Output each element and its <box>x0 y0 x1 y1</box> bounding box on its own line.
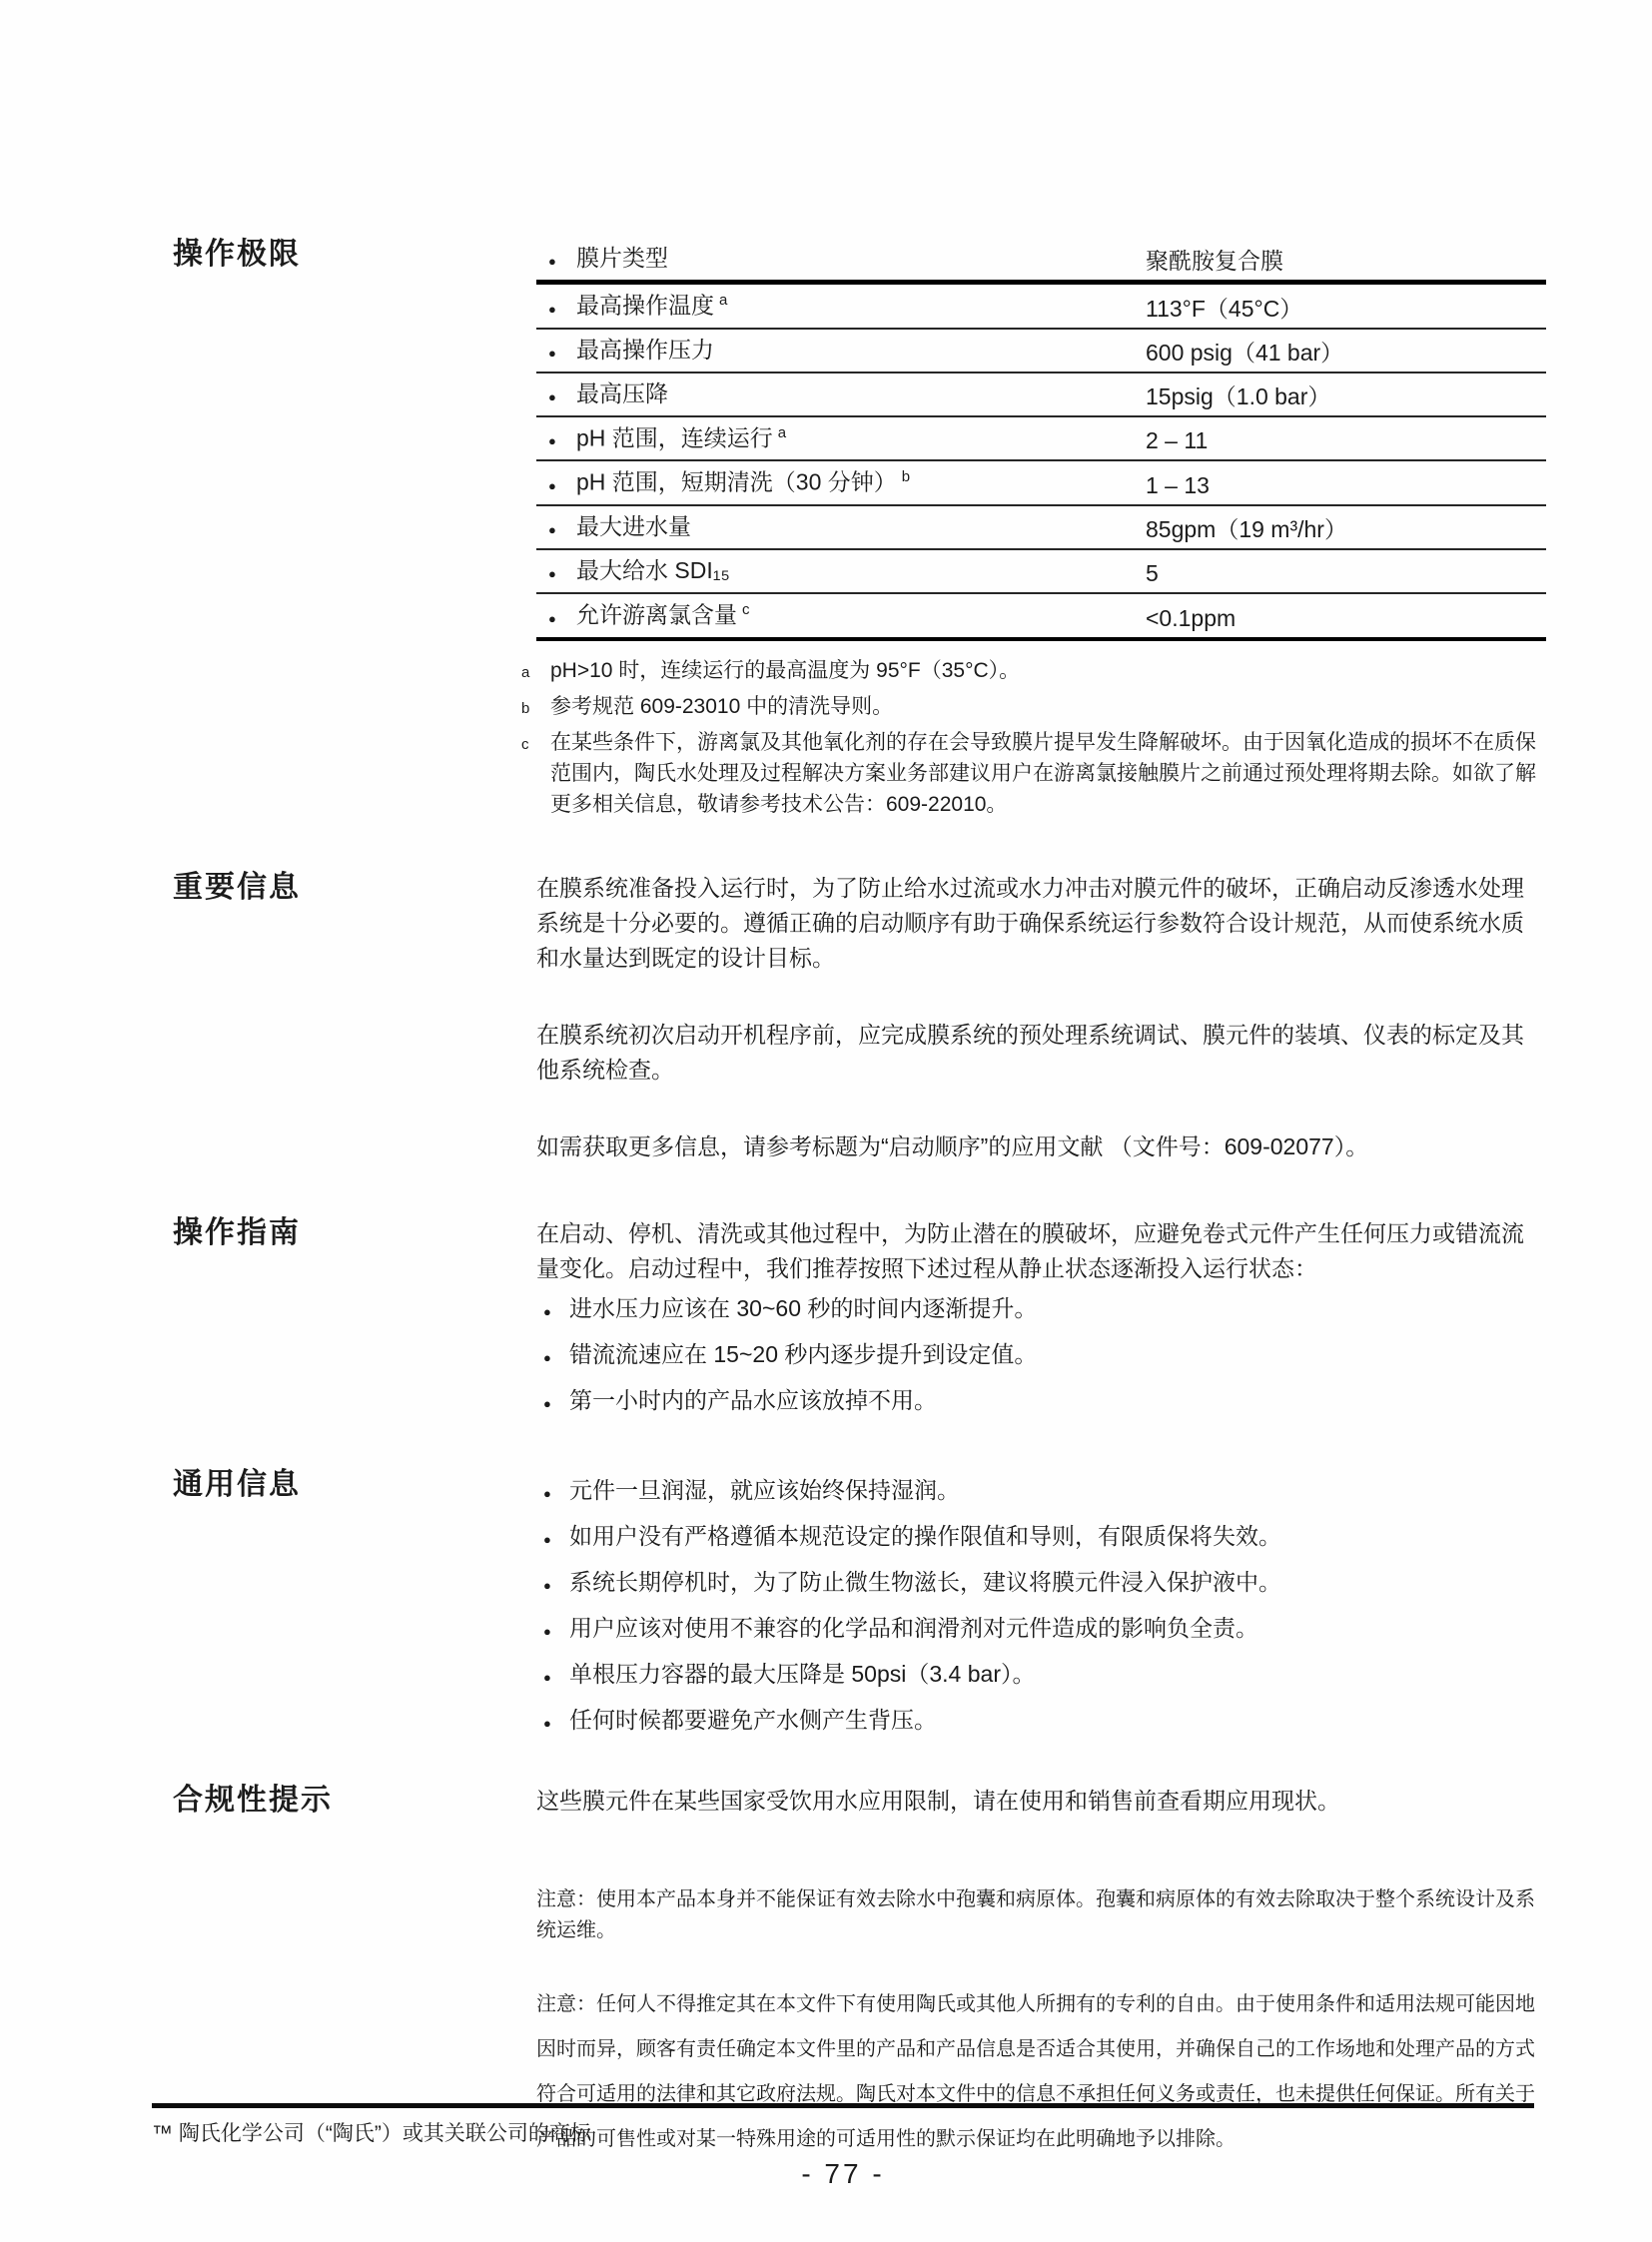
table-label-cell <box>536 558 1146 586</box>
limit-label: 最大进水量 <box>576 512 691 539</box>
bullet-list <box>536 1290 1546 1422</box>
heading-column <box>173 871 536 905</box>
paragraph: 在启动、停机、清洗或其他过程中，为防止潜在的膜破坏，应避免卷式元件产生任何压力或错流流量变化。启动过程中，我们推荐按照下述过程从静止状态逐渐投入运行状态： <box>536 1219 1524 1281</box>
bullet-icon: ● <box>543 1715 551 1731</box>
list-item-text: 如用户没有严格遵循本规范设定的操作限值和导则，有限质保将失效。 <box>569 1522 1281 1549</box>
list-item-text: 元件一旦润湿，就应该始终保持湿润。 <box>569 1476 960 1503</box>
footnote-ref: c <box>742 600 750 618</box>
limit-label: 允许游离氯含量 $^c$ <box>576 600 750 628</box>
page-footer <box>152 2103 1534 2190</box>
paragraph: 在膜系统初次启动开机程序前，应完成膜系统的预处理系统调试、膜元件的装填、仪表的标定及其他系统检查。 <box>536 1021 1524 1083</box>
table-row <box>536 417 1546 462</box>
limit-value: 113°F（45°C） <box>1146 295 1303 322</box>
limit-value: 85gpm（19 m³/hr） <box>1146 515 1347 542</box>
limit-value: 600 psig（41 bar） <box>1146 339 1344 366</box>
limit-value: 15psig（1.0 bar） <box>1146 382 1331 409</box>
table-row <box>536 330 1546 374</box>
trademark-note: ™ 陶氏化学公司（“陶氏”）或其关联公司的商标 <box>152 2122 591 2145</box>
footnote-ref: a <box>777 423 787 441</box>
operating-limits-content <box>521 238 1546 823</box>
limit-value: <0.1ppm <box>1146 604 1237 631</box>
paragraph: 这些膜元件在某些国家受饮用水应用限制，请在使用和销售前查看期应用现状。 <box>536 1787 1340 1814</box>
section-heading-general-info: 通用信息 <box>173 1467 301 1501</box>
bullet-icon: ● <box>543 1349 551 1365</box>
list-item-text: 进水压力应该在 30~60 秒的时间内逐渐提升。 <box>569 1294 1038 1321</box>
bullet-list <box>536 1472 1546 1742</box>
bullet-icon: ● <box>548 433 556 449</box>
bullet-icon: ● <box>548 345 556 361</box>
bullet-icon: ● <box>548 610 556 626</box>
limit-value: 5 <box>1146 559 1159 586</box>
list-item-text: 任何时候都要避免产水侧产生背压。 <box>569 1706 937 1733</box>
footnote-text: pH>10 时，连续运行的最高温度为 95°F（35°C）。 <box>550 658 1021 682</box>
bullet-icon: ● <box>543 1395 551 1411</box>
list-item <box>536 1472 1546 1512</box>
table-label-cell <box>536 338 1146 366</box>
section-heading-compliance: 合规性提示 <box>173 1783 333 1817</box>
table-row <box>536 506 1546 550</box>
section-heading-operating-limits: 操作极限 <box>173 238 301 271</box>
limit-label: 最大给水 SDI₁₅ <box>576 556 730 583</box>
footnote-ref: b <box>901 468 911 486</box>
notice-paragraph: 注意：任何人不得推定其在本文件下有使用陶氏或其他人所拥有的专利的自由。由于使用条件和适用法规可能因地因时而异，顾客有责任确定本文件里的产品和产品信息是否适合其使用，并确保自己的工作场地和处理产品的方式符合可适用的法律和其它政府法规。陶氏对本文件中的信息不承担任何义务或责任，也未提供任何保证。所有关于产品的可售性或对某一特殊用途的可适用性的默示保证均在此明确地予以排除。 <box>536 1992 1535 2150</box>
limit-value: 2 – 11 <box>1146 427 1209 454</box>
section-operation-guide <box>173 1216 1546 1428</box>
list-item <box>536 1564 1546 1604</box>
table-label-cell <box>536 246 1146 274</box>
heading-column <box>173 1784 536 1818</box>
list-item <box>536 1518 1546 1558</box>
bullet-icon: ● <box>548 521 556 537</box>
bullet-icon: ● <box>548 301 556 317</box>
table-label-cell <box>536 381 1146 409</box>
list-item-text: 用户应该对使用不兼容的化学品和润滑剂对元件造成的影响负全责。 <box>569 1614 1258 1641</box>
operation-guide-content <box>536 1216 1546 1428</box>
list-item <box>536 1290 1546 1330</box>
section-important-info <box>173 871 1546 1164</box>
list-item <box>536 1336 1546 1376</box>
limit-label: pH 范围，短期清洗（30 分钟） $^b$ <box>576 468 911 495</box>
important-info-content <box>536 871 1546 1164</box>
table-label-cell <box>536 602 1146 631</box>
bullet-icon: ● <box>543 1485 551 1501</box>
footnote-marker: c <box>521 735 529 753</box>
list-item <box>536 1656 1546 1696</box>
table-row <box>536 594 1546 641</box>
list-item-text: 错流流速应在 15~20 秒内逐步提升到设定值。 <box>569 1340 1038 1367</box>
page-number: - 77 - <box>801 2158 885 2189</box>
table-row <box>536 374 1546 417</box>
footnote <box>521 655 1546 688</box>
table-row <box>536 461 1546 506</box>
table-label-cell <box>536 514 1146 542</box>
footnote-ref: a <box>719 292 728 309</box>
table-label-cell <box>536 425 1146 454</box>
section-operating-limits <box>173 238 1546 823</box>
table-row <box>536 238 1546 285</box>
table-row <box>536 550 1546 594</box>
heading-column <box>173 1216 536 1250</box>
footnote-marker: b <box>521 699 530 717</box>
bullet-icon: ● <box>543 1623 551 1639</box>
list-item-text: 系统长期停机时，为了防止微生物滋长，建议将膜元件浸入保护液中。 <box>569 1568 1281 1595</box>
limit-label: 膜片类型 <box>576 245 668 271</box>
footnote-text: 在某些条件下，游离氯及其他氧化剂的存在会导致膜片提早发生降解破坏。由于因氧化造成的损坏不在质保范围内，陶氏水处理及过程解决方案业务部建议用户在游离氯接触膜片之前通过预处理将期去除。如欲了解更多相关信息，敬请参考技术公告：609-22010。 <box>550 730 1536 816</box>
list-item-text: 单根压力容器的最大压降是 50psi（3.4 bar）。 <box>569 1660 1036 1687</box>
bullet-icon: ● <box>543 1531 551 1547</box>
table-label-cell <box>536 469 1146 498</box>
heading-column <box>173 238 536 272</box>
footnote <box>521 691 1546 724</box>
bullet-icon: ● <box>543 1577 551 1593</box>
table-label-cell <box>536 293 1146 322</box>
footnote <box>521 727 1546 820</box>
list-item <box>536 1702 1546 1742</box>
list-item-text: 第一小时内的产品水应该放掉不用。 <box>569 1386 937 1413</box>
paragraph: 如需获取更多信息，请参考标题为“启动顺序”的应用文献 （文件号：609-02077）。 <box>536 1132 1369 1159</box>
list-item <box>536 1610 1546 1650</box>
paragraph: 在膜系统准备投入运行时，为了防止给水过流或水力冲击对膜元件的破坏，正确启动反渗透水处理系统是十分必要的。遵循正确的启动顺序有助于确保系统运行参数符合设计规范，从而使系统水质和水量达到既定的设计目标。 <box>536 874 1524 971</box>
notice-paragraph: 注意：使用本产品本身并不能保证有效去除水中孢囊和病原体。孢囊和病原体的有效去除取决于整个系统设计及系统运维。 <box>536 1887 1535 1941</box>
table-footnotes <box>521 655 1546 820</box>
operating-limits-table <box>536 238 1546 641</box>
bullet-icon: ● <box>548 388 556 404</box>
limit-label: 最高操作温度 $^a$ <box>576 292 728 319</box>
limit-value: 聚酰胺复合膜 <box>1146 248 1283 274</box>
section-general-info <box>173 1468 1546 1748</box>
section-heading-operation-guide: 操作指南 <box>173 1215 301 1249</box>
list-item <box>536 1382 1546 1422</box>
limit-label: pH 范围，连续运行 $^a$ <box>576 423 787 451</box>
footnote-text: 参考规范 609-23010 中的清洗导则。 <box>550 694 894 718</box>
bullet-icon: ● <box>548 565 556 581</box>
general-info-content <box>536 1468 1546 1748</box>
limit-label: 最高压降 <box>576 379 668 406</box>
bullet-icon: ● <box>548 477 556 493</box>
footnote-marker: a <box>521 663 530 681</box>
section-heading-important-info: 重要信息 <box>173 870 301 904</box>
limit-label: 最高操作压力 <box>576 336 714 363</box>
bullet-icon: ● <box>543 1303 551 1319</box>
limit-value: 1 – 13 <box>1146 471 1210 498</box>
table-row <box>536 285 1546 330</box>
bullet-icon: ● <box>543 1669 551 1685</box>
bullet-icon: ● <box>548 254 556 269</box>
heading-column <box>173 1468 536 1502</box>
